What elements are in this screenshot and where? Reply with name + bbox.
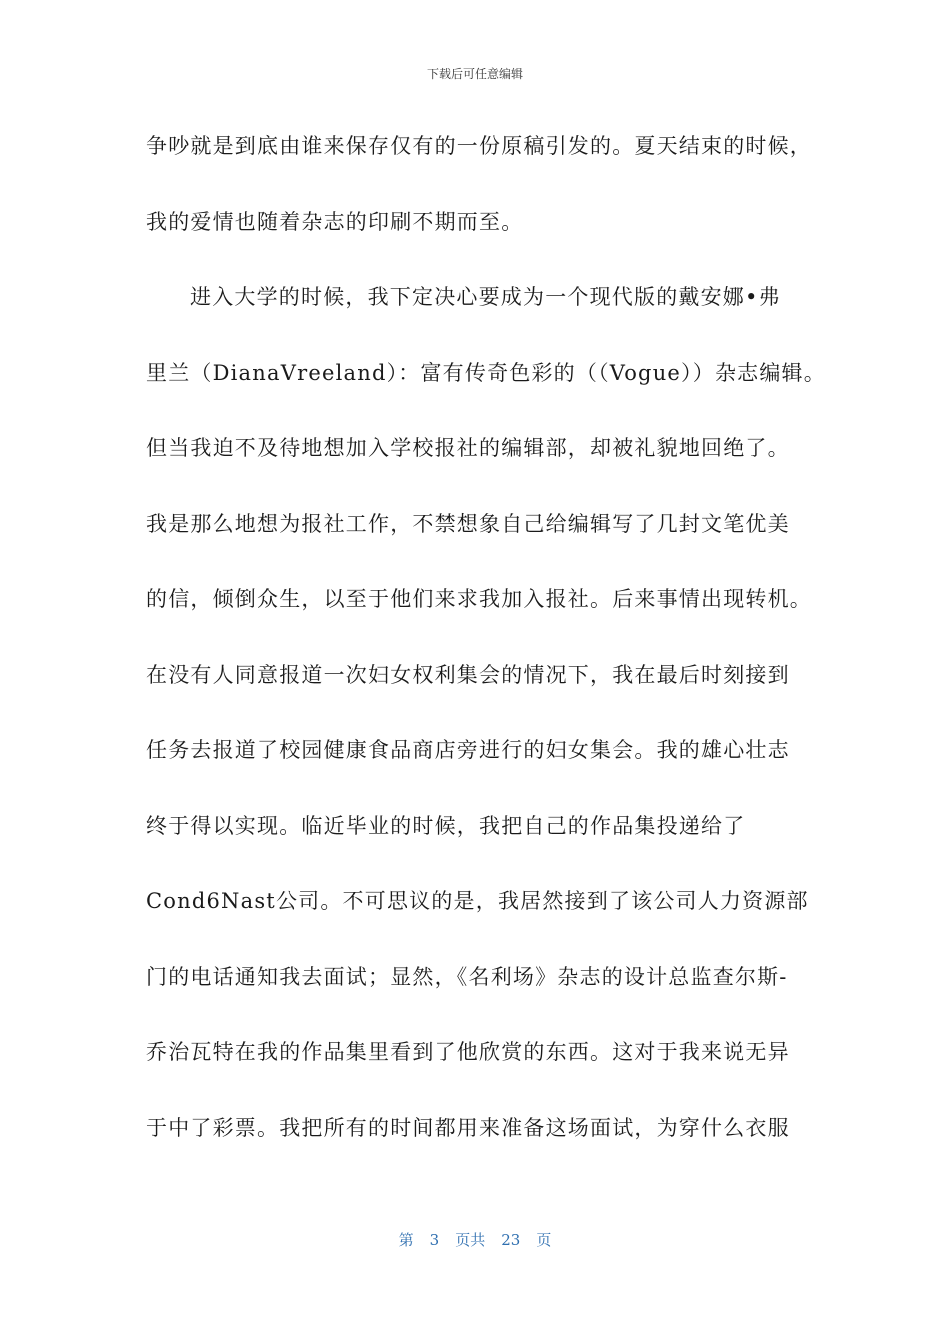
text-line: 里兰（DianaVreeland）：富有传奇色彩的（（Vogue））杂志编辑。 <box>146 360 826 385</box>
text-line: 任务去报道了校园健康食品商店旁进行的妇女集会。我的雄心壮志 <box>146 738 790 762</box>
document-body <box>146 128 826 1185</box>
page-label-suffix: 页 <box>536 1231 552 1249</box>
text-line: 乔治瓦特在我的作品集里看到了他欣赏的东西。这对于我来说无异 <box>146 1040 790 1064</box>
page-header: 下载后可任意编辑 <box>426 67 523 81</box>
page-footer <box>0 1230 950 1250</box>
text-line: 终于得以实现。临近毕业的时候，我把自己的作品集投递给了 <box>146 813 746 838</box>
text-line: 在没有人同意报道一次妇女权利集会的情况下，我在最后时刻接到 <box>146 662 790 687</box>
text-line: Cond6Nast公司。不可思议的是，我居然接到了该公司人力资源部 <box>146 889 809 913</box>
page-label-middle: 页共 <box>455 1231 486 1249</box>
text-line: 争吵就是到底由谁来保存仅有的一份原稿引发的。夏天结束的时候， <box>146 134 812 158</box>
text-line: 于中了彩票。我把所有的时间都用来准备这场面试，为穿什么衣服 <box>146 1115 790 1140</box>
text-line: 我是那么地想为报社工作，不禁想象自己给编辑写了几封文笔优美 <box>146 511 790 536</box>
text-line: 但当我迫不及待地想加入学校报社的编辑部，却被礼貌地回绝了。 <box>146 436 790 460</box>
page-label-prefix: 第 <box>398 1231 414 1249</box>
text-line: 我的爱情也随着杂志的印刷不期而至。 <box>146 209 524 234</box>
text-line: 进入大学的时候，我下定决心要成为一个现代版的戴安娜•弗 <box>190 285 781 309</box>
page-number: 3 <box>429 1231 440 1249</box>
text-line: 的信，倾倒众生，以至于他们来求我加入报社。后来事情出现转机。 <box>146 587 812 611</box>
text-line: 门的电话通知我去面试；显然，《名利场》杂志的设计总监查尔斯- <box>146 964 788 989</box>
total-pages: 23 <box>501 1231 521 1249</box>
